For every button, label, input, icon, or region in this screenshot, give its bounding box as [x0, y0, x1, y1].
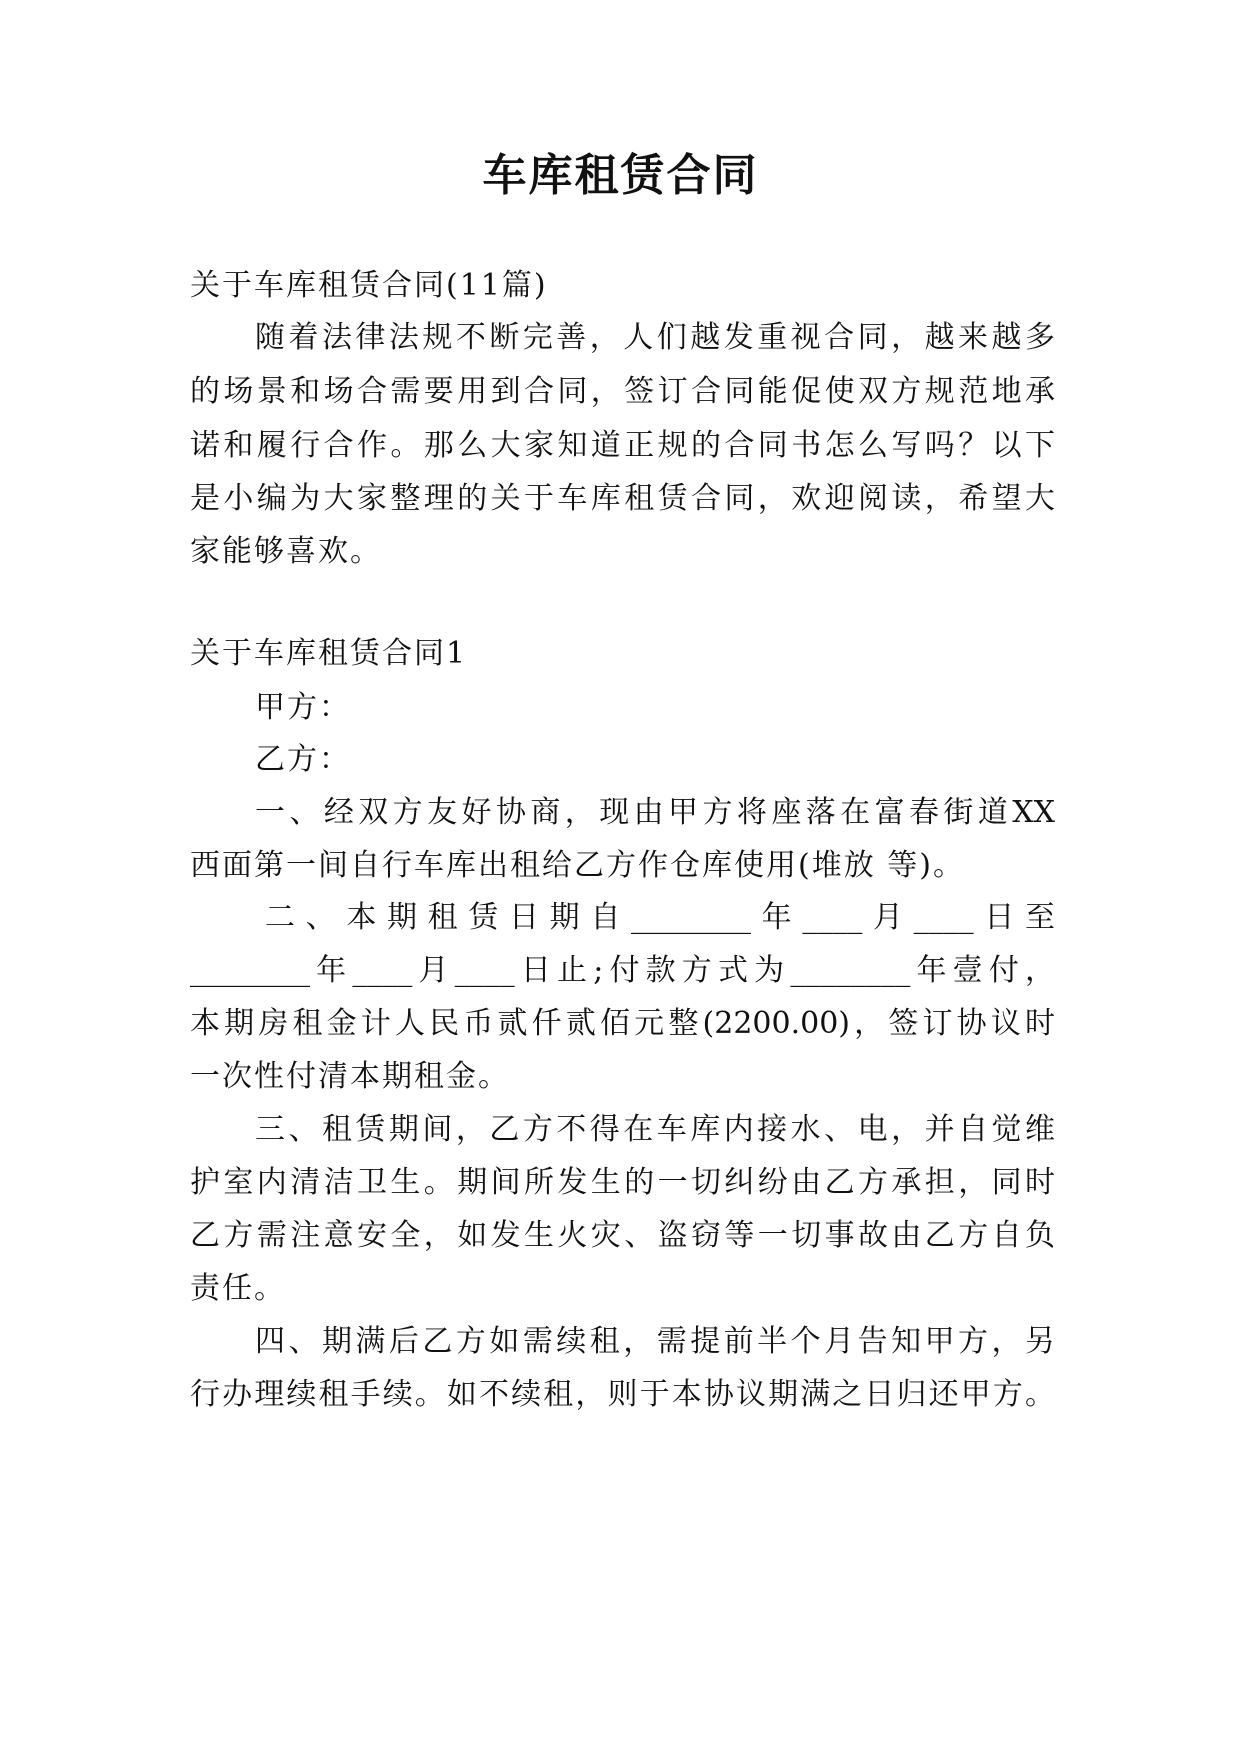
document-subtitle: 关于车库租赁合同(11篇) [190, 268, 548, 303]
document-title: 车库租赁合同 [482, 150, 759, 201]
clause-2-line: ________年____月____日止;付款方式为________年壹付， [190, 953, 1055, 988]
clause-3-line: 三、租赁期间，乙方不得在车库内接水、电，并自觉维 [255, 1112, 1055, 1147]
intro-line: 随着法律法规不断完善，人们越发重视合同，越来越多 [255, 320, 1055, 355]
intro-line: 是小编为大家整理的关于车库租赁合同，欢迎阅读，希望大 [190, 481, 1055, 516]
clause-3-line: 责任。 [190, 1271, 286, 1306]
party-a-label: 甲方： [255, 690, 351, 725]
clause-2-line: 一次性付清本期租金。 [190, 1059, 510, 1094]
intro-line: 诺和履行合作。那么大家知道正规的合同书怎么写吗？以下 [190, 428, 1055, 463]
intro-line: 的场景和场合需要用到合同，签订合同能促使双方规范地承 [190, 374, 1055, 409]
clause-2-line: 本期房租金计人民币贰仟贰佰元整(2200.00)，签订协议时 [190, 1006, 1055, 1041]
section-heading: 关于车库租赁合同1 [190, 636, 468, 671]
clause-1-line: 一、经双方友好协商，现由甲方将座落在富春街道XX [255, 795, 1055, 830]
clause-4-line: 行办理续租手续。如不续租，则于本协议期满之日归还甲方。 [190, 1377, 1055, 1412]
clause-1-line: 西面第一间自行车库出租给乙方作仓库使用(堆放 等)。 [190, 848, 965, 883]
party-b-label: 乙方： [255, 742, 351, 777]
intro-line: 家能够喜欢。 [190, 534, 382, 569]
clause-2-line: 二、本期租赁日期自________年____月____日至 [265, 900, 1055, 935]
clause-4-line: 四、期满后乙方如需续租，需提前半个月告知甲方，另 [255, 1324, 1055, 1359]
clause-3-line: 乙方需注意安全，如发生火灾、盗窃等一切事故由乙方自负 [190, 1218, 1055, 1253]
clause-3-line: 护室内清洁卫生。期间所发生的一切纠纷由乙方承担，同时 [190, 1165, 1055, 1200]
